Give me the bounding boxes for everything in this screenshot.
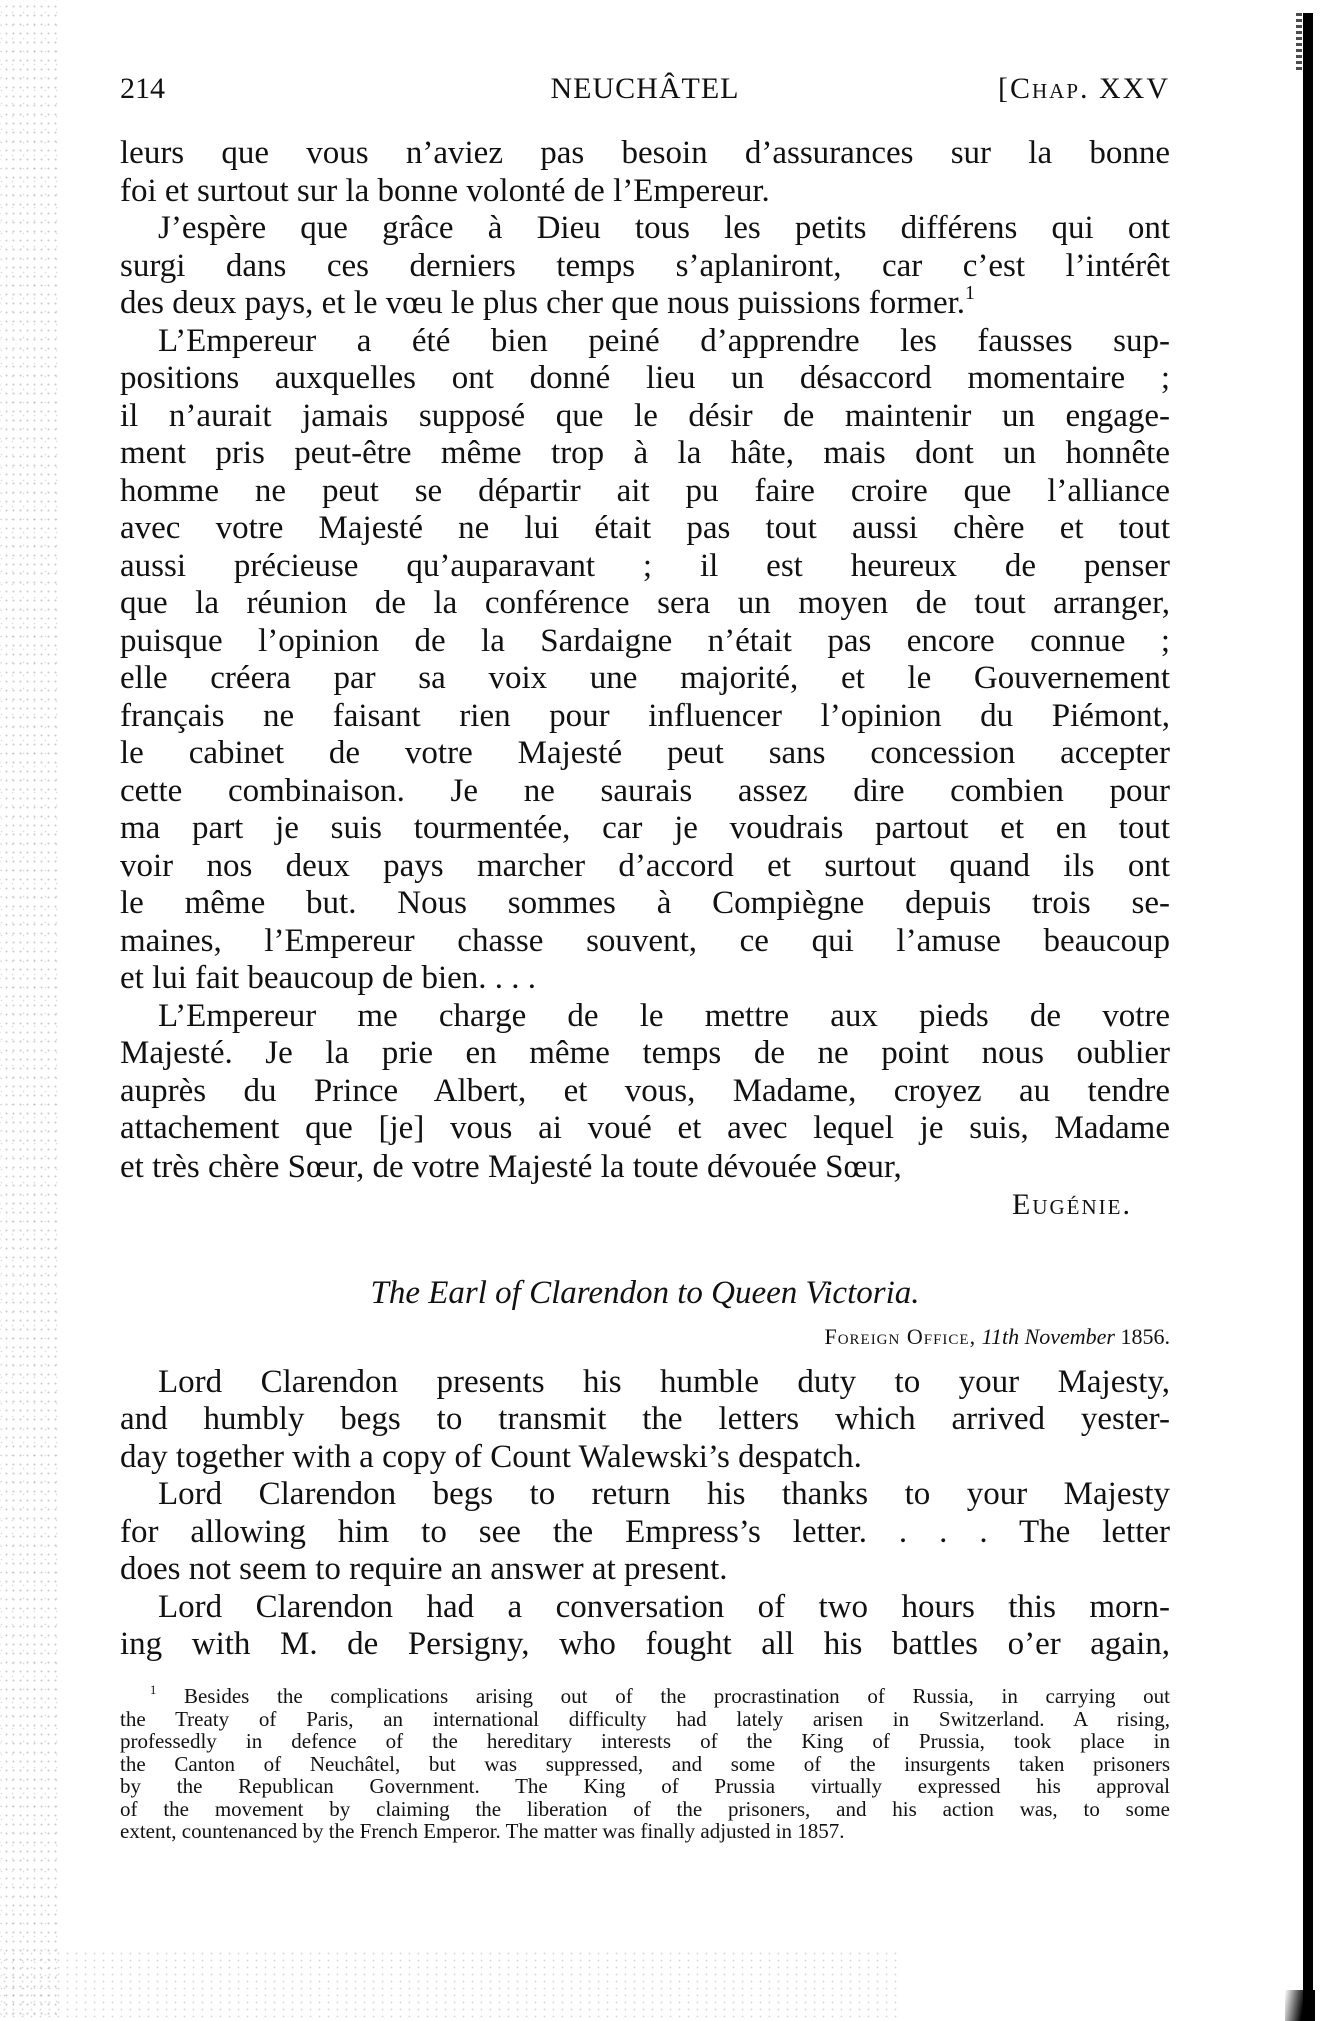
page-number: 214 [120, 72, 165, 105]
text-line: homme ne peut se départir ait pu faire croire que l’alliance [120, 473, 1170, 509]
text-line: il n’aurait jamais supposé que le désir de maintenir un engage- [120, 398, 1170, 434]
text-line: for allowing him to see the Empress’s letter. . . . The letter [120, 1514, 1170, 1550]
footnote-line: by the Republican Government. The King of Prussia virtually expressed his approval [120, 1774, 1170, 1798]
dateline-month: November [1024, 1324, 1115, 1349]
text-line: Lord Clarendon begs to return his thanks to your Majesty [158, 1476, 1170, 1512]
text-line: ment pris peut-être même trop à la hâte, mais dont un honnête [120, 435, 1170, 471]
footnote-line: professedly in defence of the hereditary interests of the King of Prussia, took place in [120, 1729, 1170, 1753]
scan-noise-bottom [0, 1950, 900, 2020]
text-line: L’Empereur me charge de le mettre aux pieds de votre [158, 998, 1170, 1034]
scan-noise-left-margin [0, 0, 60, 2021]
text-line: cette combinaison. Je ne saurais assez dire combien pour [120, 773, 1170, 809]
text-line: day together with a copy of Count Walewski’s despatch. [120, 1439, 862, 1475]
footnote-line: $^1$ Besides the complications arising out of the procrastination of Russia, in carrying out [150, 1683, 1170, 1708]
dateline-day: 11th [981, 1324, 1020, 1349]
text-line: aussi précieuse qu’auparavant ; il est heureux de penser [120, 548, 1170, 584]
footnote-ref[interactable]: 1 [965, 282, 975, 305]
dateline-office: Foreign Office, [824, 1324, 977, 1349]
text-line: foi et surtout sur la bonne volonté de l’Empereur. [120, 173, 770, 209]
letter-heading: The Earl of Clarendon to Queen Victoria. [370, 1275, 920, 1311]
running-title: NEUCHÂTEL [550, 72, 740, 105]
text-line: does not seem to require an answer at present. [120, 1551, 728, 1587]
signature: Eugénie. [1012, 1188, 1132, 1221]
chapter-label: [Chap. XXV [997, 72, 1170, 105]
text-line: le cabinet de votre Majesté peut sans concession accepter [120, 735, 1170, 771]
text-line: elle créera par sa voix une majorité, et le Gouvernement [120, 660, 1170, 696]
text-line: et très chère Sœur, de votre Majesté la toute dévouée Sœur, [120, 1149, 902, 1185]
text-line: Majesté. Je la prie en même temps de ne point nous oublier [120, 1035, 1170, 1071]
footnote-line: of the movement by claiming the liberation of the prisoners, and his action was, to some [120, 1797, 1170, 1821]
text-line: des deux pays, et le vœu le plus cher que nous puissions former.$^1$ [120, 282, 975, 321]
text-line: positions auxquelles ont donné lieu un désaccord momentaire ; [120, 360, 1170, 396]
text-line: voir nos deux pays marcher d’accord et surtout quand ils ont [120, 848, 1170, 884]
text-line: ing with M. de Persigny, who fought all his battles o’er again, [120, 1626, 1170, 1662]
dateline [120, 1323, 1170, 1351]
text-line: avec votre Majesté ne lui était pas tout aussi chère et tout [120, 510, 1170, 546]
text-line: auprès du Prince Albert, et vous, Madame, croyez au tendre [120, 1073, 1170, 1109]
text-line: leurs que vous n’aviez pas besoin d’assurances sur la bonne [120, 135, 1170, 171]
text-line: que la réunion de la conférence sera un moyen de tout arranger, [120, 585, 1170, 621]
text-line: ma part je suis tourmentée, car je voudrais partout et en tout [120, 810, 1170, 846]
text-line: le même but. Nous sommes à Compiègne depuis trois se- [120, 885, 1170, 921]
page-edge-bar [1303, 13, 1313, 2013]
footnote-line: the Canton of Neuchâtel, but was suppressed, and some of the insurgents taken prisoners [120, 1752, 1170, 1776]
text-line: attachement que [je] vous ai voué et avec lequel je suis, Madame [120, 1110, 1170, 1146]
footnote-line: the Treaty of Paris, an international difficulty had lately arisen in Switzerland. A rising, [120, 1707, 1170, 1731]
text-line: français ne faisant rien pour influencer l’opinion du Piémont, [120, 698, 1170, 734]
running-head [120, 72, 1170, 106]
text-line: et lui fait beaucoup de bien. . . . [120, 960, 537, 996]
text-line: Lord Clarendon presents his humble duty to your Majesty, [158, 1364, 1170, 1400]
text-line: L’Empereur a été bien peiné d’apprendre les fausses sup- [158, 323, 1170, 359]
text-line: J’espère que grâce à Dieu tous les petits différens qui ont [158, 210, 1170, 246]
page-edge-foot [1285, 1990, 1315, 2021]
text-line: surgi dans ces derniers temps s’aplaniront, car c’est l’intérêt [120, 248, 1170, 284]
footnote-line: extent, countenanced by the French Emperor. The matter was finally adjusted in 1857. [120, 1819, 845, 1843]
dateline-year: 1856. [1120, 1324, 1170, 1349]
text-line: Lord Clarendon had a conversation of two hours this morn- [158, 1589, 1170, 1625]
text-line: and humbly begs to transmit the letters which arrived yester- [120, 1401, 1170, 1437]
footnote-marker: 1 [150, 1683, 157, 1698]
text-line: puisque l’opinion de la Sardaigne n’était pas encore connue ; [120, 623, 1170, 659]
text-line: maines, l’Empereur chasse souvent, ce qui l’amuse beaucoup [120, 923, 1170, 959]
page-edge-shadow [1296, 13, 1302, 73]
